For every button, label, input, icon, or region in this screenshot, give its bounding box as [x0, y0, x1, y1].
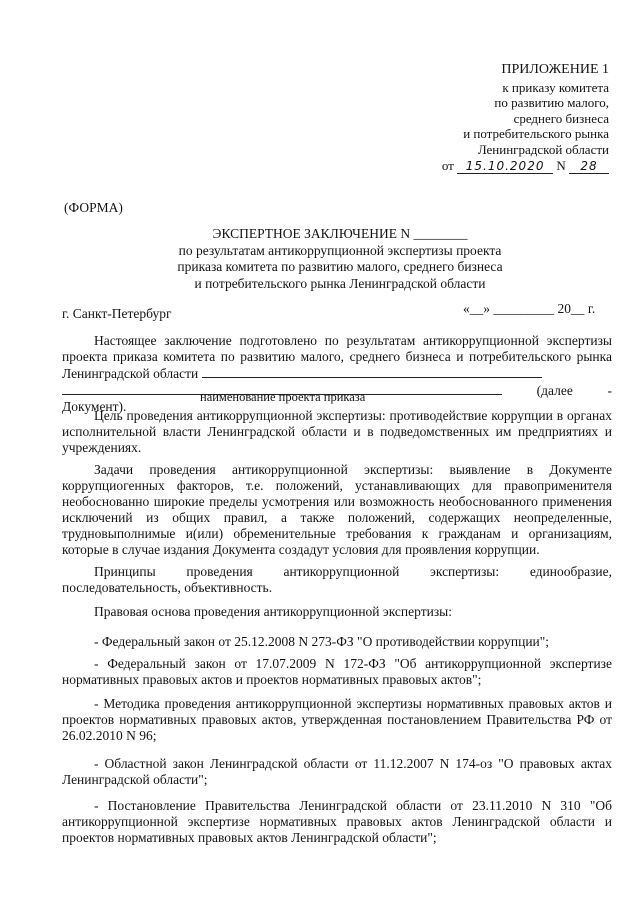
- form-label: (ФОРМА): [64, 200, 123, 215]
- tasks-text: Задачи проведения антикоррупционной экспертизы: выявление в Документе коррупциогенных факторов, т.е. положений, устанавливающих для правоприменителя необоснованно широкие пределы усмотрения или возможность необоснованного применения исключений из общих правил, а также положений, содержащих неопределенные, трудновыполнимые и(или) обременительные требования к гражданам и организациям, которые в случае издания Документа создадут условия для проявления коррупции.: [62, 462, 612, 557]
- appendix-line: Ленинградской области: [477, 141, 609, 157]
- legal-basis-text: Правовая основа проведения антикоррупционной экспертизы:: [94, 604, 452, 619]
- blank-line: [202, 365, 542, 378]
- law-item: - Методика проведения антикоррупционной экспертизы нормативных правовых актов и проектов нормативных правовых актов, утвержденная постановлением Правительства РФ от 26.02.2010 N 96;: [62, 696, 612, 743]
- law-item: - Федеральный закон от 17.07.2009 N 172-ФЗ "Об антикоррупционной экспертизе нормативных правовых актов и проектов нормативных правовых актов";: [62, 656, 612, 687]
- appendix-block: [349, 62, 609, 174]
- principles-text: Принципы проведения антикоррупционной экспертизы: единообразие, последовательность, объективность.: [62, 564, 612, 595]
- appendix-date-line: [349, 158, 609, 174]
- appendix-line: к приказу комитета: [502, 79, 609, 95]
- paragraph-tasks: [62, 462, 612, 558]
- city: г. Санкт-Петербург: [62, 306, 172, 321]
- law-item: - Федеральный закон от 25.12.2008 N 273-ФЗ "О противодействии коррупции";: [94, 634, 550, 649]
- title-line: ЭКСПЕРТНОЕ ЗАКЛЮЧЕНИЕ N ________: [212, 226, 468, 241]
- appendix-line: среднего бизнеса: [513, 110, 609, 126]
- list-item: [62, 756, 612, 788]
- appendix-line: по развитию малого,: [494, 95, 609, 110]
- caption-project-name: наименование проекта приказа: [200, 390, 366, 404]
- paragraph-goal: [62, 408, 612, 456]
- handwritten-number: 28: [569, 160, 609, 174]
- list-item: [62, 696, 612, 744]
- paragraph-legal-basis: [62, 604, 612, 620]
- title-line: по результатам антикоррупционной экспертизы проекта: [178, 242, 502, 258]
- date-prefix: от: [441, 158, 454, 173]
- appendix-title: ПРИЛОЖЕНИЕ 1: [501, 62, 609, 77]
- appendix-line: и потребительского рынка: [463, 126, 609, 141]
- document-title: [120, 226, 560, 292]
- number-prefix: N: [556, 158, 566, 173]
- date-placeholder: «__» _________ 20__ г.: [463, 301, 596, 316]
- list-item: [62, 634, 612, 650]
- title-line: и потребительского рынка Ленинградской области: [194, 275, 486, 291]
- paragraph-principles: [62, 564, 612, 596]
- list-item: [62, 656, 612, 688]
- law-item: - Областной закон Ленинградской области от 11.12.2007 N 174-оз "О правовых актах Ленинградской области";: [62, 756, 612, 787]
- intro-sentence: Настоящее заключение подготовлено по результатам антикоррупционной экспертизы проекта приказа комитета по развитию малого, среднего бизнеса и потребительского рынка Ленинградской области: [62, 333, 612, 381]
- title-line: приказа комитета по развитию малого, среднего бизнеса: [177, 259, 503, 274]
- handwritten-date: 15.10.2020: [457, 160, 553, 174]
- goal-text: Цель проведения антикоррупционной экспертизы: противодействие коррупции в органах исполнительной власти Ленинградской области и в подведомственных им предприятиях и учреждениях.: [62, 408, 612, 455]
- intro-tail: (далее - Документ).: [62, 383, 612, 414]
- list-item: [62, 798, 612, 846]
- law-item: - Постановление Правительства Ленинградской области от 23.11.2010 N 310 "Об антикоррупционной экспертизе нормативных правовых актов Ленинградской области и проектов нормативных правовых актов Ленинградской области";: [62, 798, 612, 845]
